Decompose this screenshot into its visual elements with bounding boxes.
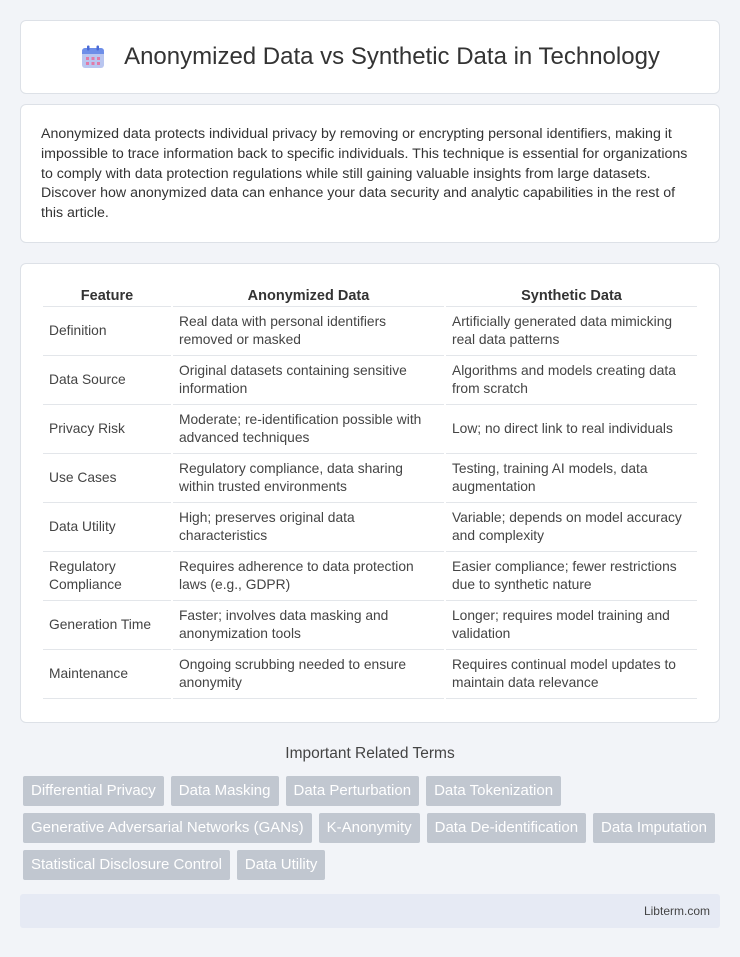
table-row bbox=[43, 405, 697, 454]
synthetic-cell: Variable; depends on model accuracy and complexity bbox=[446, 503, 697, 552]
term-tag[interactable]: Data Tokenization bbox=[426, 776, 561, 806]
table-header-row bbox=[43, 284, 697, 307]
synthetic-cell: Artificially generated data mimicking real data patterns bbox=[446, 307, 697, 356]
intro-card bbox=[20, 104, 720, 243]
term-tag[interactable]: K-Anonymity bbox=[319, 813, 420, 843]
related-terms-section bbox=[20, 745, 720, 880]
header-card bbox=[20, 20, 720, 94]
table-row bbox=[43, 356, 697, 405]
header-synthetic: Synthetic Data bbox=[446, 284, 697, 307]
related-terms-title: Important Related Terms bbox=[285, 745, 455, 762]
anonymized-cell: Regulatory compliance, data sharing within trusted environments bbox=[173, 454, 444, 503]
feature-cell: Definition bbox=[43, 307, 171, 356]
feature-cell: Regulatory Compliance bbox=[43, 552, 171, 601]
term-tag[interactable]: Data De-identification bbox=[427, 813, 586, 843]
term-tag[interactable]: Differential Privacy bbox=[23, 776, 164, 806]
term-tag[interactable]: Data Imputation bbox=[593, 813, 715, 843]
anonymized-cell: Requires adherence to data protection laws (e.g., GDPR) bbox=[173, 552, 444, 601]
feature-cell: Generation Time bbox=[43, 601, 171, 650]
table-row bbox=[43, 454, 697, 503]
term-tag[interactable]: Statistical Disclosure Control bbox=[23, 850, 230, 880]
feature-cell: Data Utility bbox=[43, 503, 171, 552]
term-tag[interactable]: Data Perturbation bbox=[286, 776, 420, 806]
page-title: Anonymized Data vs Synthetic Data in Technology bbox=[124, 43, 660, 70]
synthetic-cell: Low; no direct link to real individuals bbox=[446, 405, 697, 454]
anonymized-cell: High; preserves original data characteristics bbox=[173, 503, 444, 552]
table-row bbox=[43, 307, 697, 356]
anonymized-cell: Moderate; re-identification possible with advanced techniques bbox=[173, 405, 444, 454]
term-tag[interactable]: Data Utility bbox=[237, 850, 326, 880]
comparison-table bbox=[41, 284, 699, 699]
comparison-card bbox=[20, 263, 720, 723]
related-terms-list bbox=[20, 776, 720, 880]
header-anonymized: Anonymized Data bbox=[173, 284, 444, 307]
anonymized-cell: Faster; involves data masking and anonymization tools bbox=[173, 601, 444, 650]
header-feature: Feature bbox=[43, 284, 171, 307]
feature-cell: Maintenance bbox=[43, 650, 171, 699]
footer-site-link[interactable]: Libterm.com bbox=[643, 904, 710, 918]
table-row bbox=[43, 601, 697, 650]
table-row bbox=[43, 552, 697, 601]
synthetic-cell: Requires continual model updates to maintain data relevance bbox=[446, 650, 697, 699]
anonymized-cell: Real data with personal identifiers removed or masked bbox=[173, 307, 444, 356]
anonymized-cell: Ongoing scrubbing needed to ensure anonymity bbox=[173, 650, 444, 699]
feature-cell: Data Source bbox=[43, 356, 171, 405]
anonymized-cell: Original datasets containing sensitive information bbox=[173, 356, 444, 405]
table-row bbox=[43, 650, 697, 699]
table-row bbox=[43, 503, 697, 552]
calendar-icon bbox=[80, 44, 106, 70]
synthetic-cell: Algorithms and models creating data from scratch bbox=[446, 356, 697, 405]
intro-text: Anonymized data protects individual privacy by removing or encrypting personal identifiers, making it impossible to trace information back to specific individuals. This technique is essential for organizations to comply with data protection regulations while still gaining valuable insights from large datasets. Discover how anonymized data can enhance your data security and analytic capabilities in the rest of this article. bbox=[41, 126, 688, 222]
synthetic-cell: Testing, training AI models, data augmentation bbox=[446, 454, 697, 503]
term-tag[interactable]: Data Masking bbox=[171, 776, 279, 806]
term-tag[interactable]: Generative Adversarial Networks (GANs) bbox=[23, 813, 312, 843]
feature-cell: Use Cases bbox=[43, 454, 171, 503]
feature-cell: Privacy Risk bbox=[43, 405, 171, 454]
synthetic-cell: Easier compliance; fewer restrictions due to synthetic nature bbox=[446, 552, 697, 601]
footer bbox=[20, 894, 720, 928]
synthetic-cell: Longer; requires model training and validation bbox=[446, 601, 697, 650]
